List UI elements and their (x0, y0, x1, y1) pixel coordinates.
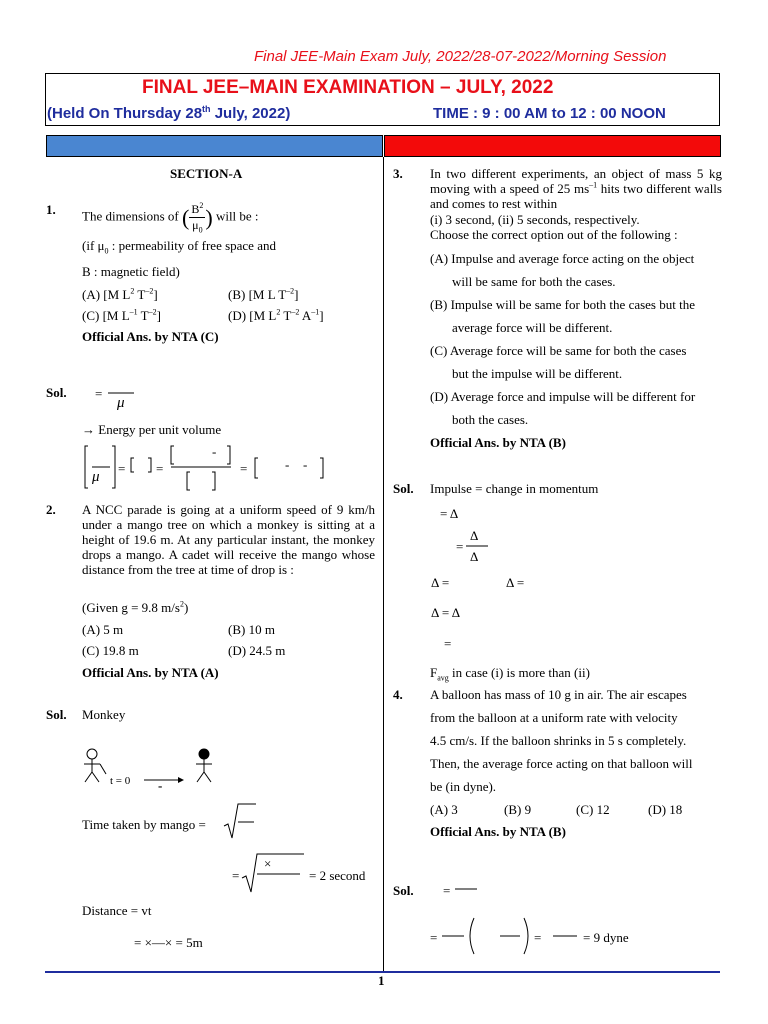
sol3-line-1: Impulse = change in momentum (430, 481, 599, 496)
sol1-dash3: - (303, 457, 308, 472)
q2-option-c: (C) 19.8 m (82, 643, 139, 658)
sol4-bar1 (455, 888, 479, 890)
q1-option-b: (B) [M L $T^{-2}$] (228, 286, 299, 302)
q3-option-d: (D) Average force and impulse will be different for (430, 389, 696, 404)
q3-option-c: (C) Average force will be same for both the cases (430, 343, 687, 358)
q3-option-a: (A) Impulse and average force acting on the object (430, 251, 695, 266)
sol1-bracket-mu: μ (92, 469, 100, 485)
q3-option-c-cont: but the impulse will be different. (452, 366, 623, 381)
sol3-line-3-den: Δ (470, 549, 479, 564)
q4-option-b: (B) 9 (504, 802, 532, 817)
q4-line-3: 4.5 cm/s. If the balloon shrinks in 5 s completely. (430, 733, 687, 748)
sol1-dash2: - (285, 457, 290, 472)
column-divider (383, 157, 384, 972)
sol1-dash1: - (212, 444, 217, 459)
q4-option-a: (A) 3 (430, 802, 458, 817)
sol2-label: Sol. (46, 707, 67, 722)
sol3-line-5: Δ = Δ (431, 605, 461, 620)
sol4-eq1: = (443, 883, 451, 898)
page-title: FINAL JEE–MAIN EXAMINATION – JULY, 2022 (142, 77, 554, 98)
q3-stem: In two different experiments, an object of mass 5 kg moving with a speed of 25 $ms^{-1}$ hits two different walls and comes to rest within (430, 166, 722, 211)
sol2-final: = ×—× = 5m (134, 935, 203, 950)
exam-subtitle: Final JEE-Main Exam July, 2022/28-07-2022/Morning Session (254, 48, 667, 65)
sol2-times: × (264, 856, 272, 871)
red-banner (384, 135, 721, 157)
q2-number: 2. (46, 502, 56, 517)
sol3-line-4a: Δ = (431, 575, 450, 590)
q3-option-d-cont: both the cases. (452, 412, 529, 427)
sol3-fraction-bar (466, 545, 490, 547)
q4-line-1: A balloon has mass of 10 g in air. The air escapes (430, 687, 687, 702)
q4-line-4: Then, the average force acting on that balloon will (430, 756, 693, 771)
q2-option-b: (B) 10 m (228, 622, 275, 637)
q4-option-d: (D) 18 (648, 802, 683, 817)
sol3-line-3-eq: = (456, 539, 464, 554)
q2-stem: A NCC parade is going at a uniform speed of 9 km/h under a mango tree on which a monkey is sitting at a height of 19.6 m. At any particular instant, the monkey drops a mango. A cadet will receive the mango whose distance from the tree at time of drop is : (82, 502, 375, 577)
q3-line-2: (i) 3 second, (ii) 5 seconds, respectively. (430, 212, 640, 227)
sol2-two-second: = 2 second (309, 868, 366, 883)
q4-line-5: be (in dyne). (430, 779, 497, 794)
q4-answer: Official Ans. by NTA (B) (430, 824, 566, 839)
sol2-monkey-text: Monkey (82, 707, 126, 722)
sol2-figure (82, 748, 222, 793)
sol1-label: Sol. (46, 385, 67, 400)
q4-option-c: (C) 12 (576, 802, 610, 817)
q1-option-d: (D) [M $L^2$ $T^{-2}$ $A^{-1}$] (228, 307, 324, 323)
sol1-eq: = (95, 386, 103, 401)
page-number: 1 (378, 973, 385, 988)
sol3-label: Sol. (393, 481, 414, 496)
q4-number: 4. (393, 687, 403, 702)
sol1-bracket-eq1: = (118, 461, 126, 476)
sol1-bracket-eq2: = (156, 461, 164, 476)
sol2-dash: - (158, 778, 163, 793)
sol3-line-2: = Δ (440, 506, 459, 521)
sol2-t0: t = 0 (110, 775, 131, 787)
sol3-favg: $F_{avg}$ in case (i) is more than (ii) (430, 665, 590, 683)
sol3-line-4b: Δ = (506, 575, 525, 590)
sol2-eq: = (232, 868, 240, 883)
sol2-time-taken: Time taken by mango = (82, 817, 206, 832)
q3-answer: Official Ans. by NTA (B) (430, 435, 566, 450)
section-heading: SECTION-A (170, 166, 243, 181)
q1-stem: The dimensions of ( $\frac{B^2}{\mu_0}$ ) will be : (82, 201, 259, 235)
q1-number: 1. (46, 202, 56, 217)
sol1-fraction-bar (108, 392, 138, 394)
q2-given: (Given g = 9.8 $m/s^2$) (82, 599, 189, 615)
sol4-eq3: = (534, 930, 542, 945)
q3-option-b-cont: average force will be different. (452, 320, 613, 335)
q1-note-1: (if $\mu_0$ : permeability of free space and (82, 238, 276, 256)
sol1-energy-line: → Energy per unit volume (82, 422, 222, 437)
q2-option-d: (D) 24.5 m (228, 643, 286, 658)
sol3-line-3-num: Δ (470, 528, 479, 543)
q3-option-a-cont: will be same for both the cases. (452, 274, 616, 289)
sol4-label: Sol. (393, 883, 414, 898)
sol4-eq2: = (430, 930, 438, 945)
sol2-distance: Distance = vt (82, 903, 152, 918)
q3-option-b: (B) Impulse will be same for both the cases but the (430, 297, 695, 312)
held-on-date: (Held On Thursday 28th July, 2022) (47, 104, 291, 122)
q2-answer: Official Ans. by NTA (A) (82, 665, 219, 680)
sol1-mu: μ (117, 395, 125, 411)
sol4-expression (440, 914, 580, 958)
sol2-sqrt1 (224, 802, 260, 842)
sol3-line-6: = (444, 636, 452, 651)
sol4-result: = 9 dyne (583, 930, 629, 945)
q1-option-a: (A) [M $L^2$ $T^{-2}$] (82, 286, 158, 302)
q1-answer: Official Ans. by NTA (C) (82, 329, 219, 344)
q2-option-a: (A) 5 m (82, 622, 124, 637)
q1-note-2: B : magnetic field) (82, 264, 180, 279)
q3-line-3: Choose the correct option out of the following : (430, 227, 678, 242)
q1-option-c: (C) [M $L^{-1}$ $T^{-2}$] (82, 307, 161, 323)
q4-line-2: from the balloon at a uniform rate with velocity (430, 710, 678, 725)
q3-number: 3. (393, 166, 403, 181)
blue-banner (46, 135, 383, 157)
sol1-bracket-eq3: = (240, 461, 248, 476)
exam-time: TIME : 9 : 00 AM to 12 : 00 NOON (433, 105, 666, 122)
sol2-sqrt2 (242, 852, 308, 896)
